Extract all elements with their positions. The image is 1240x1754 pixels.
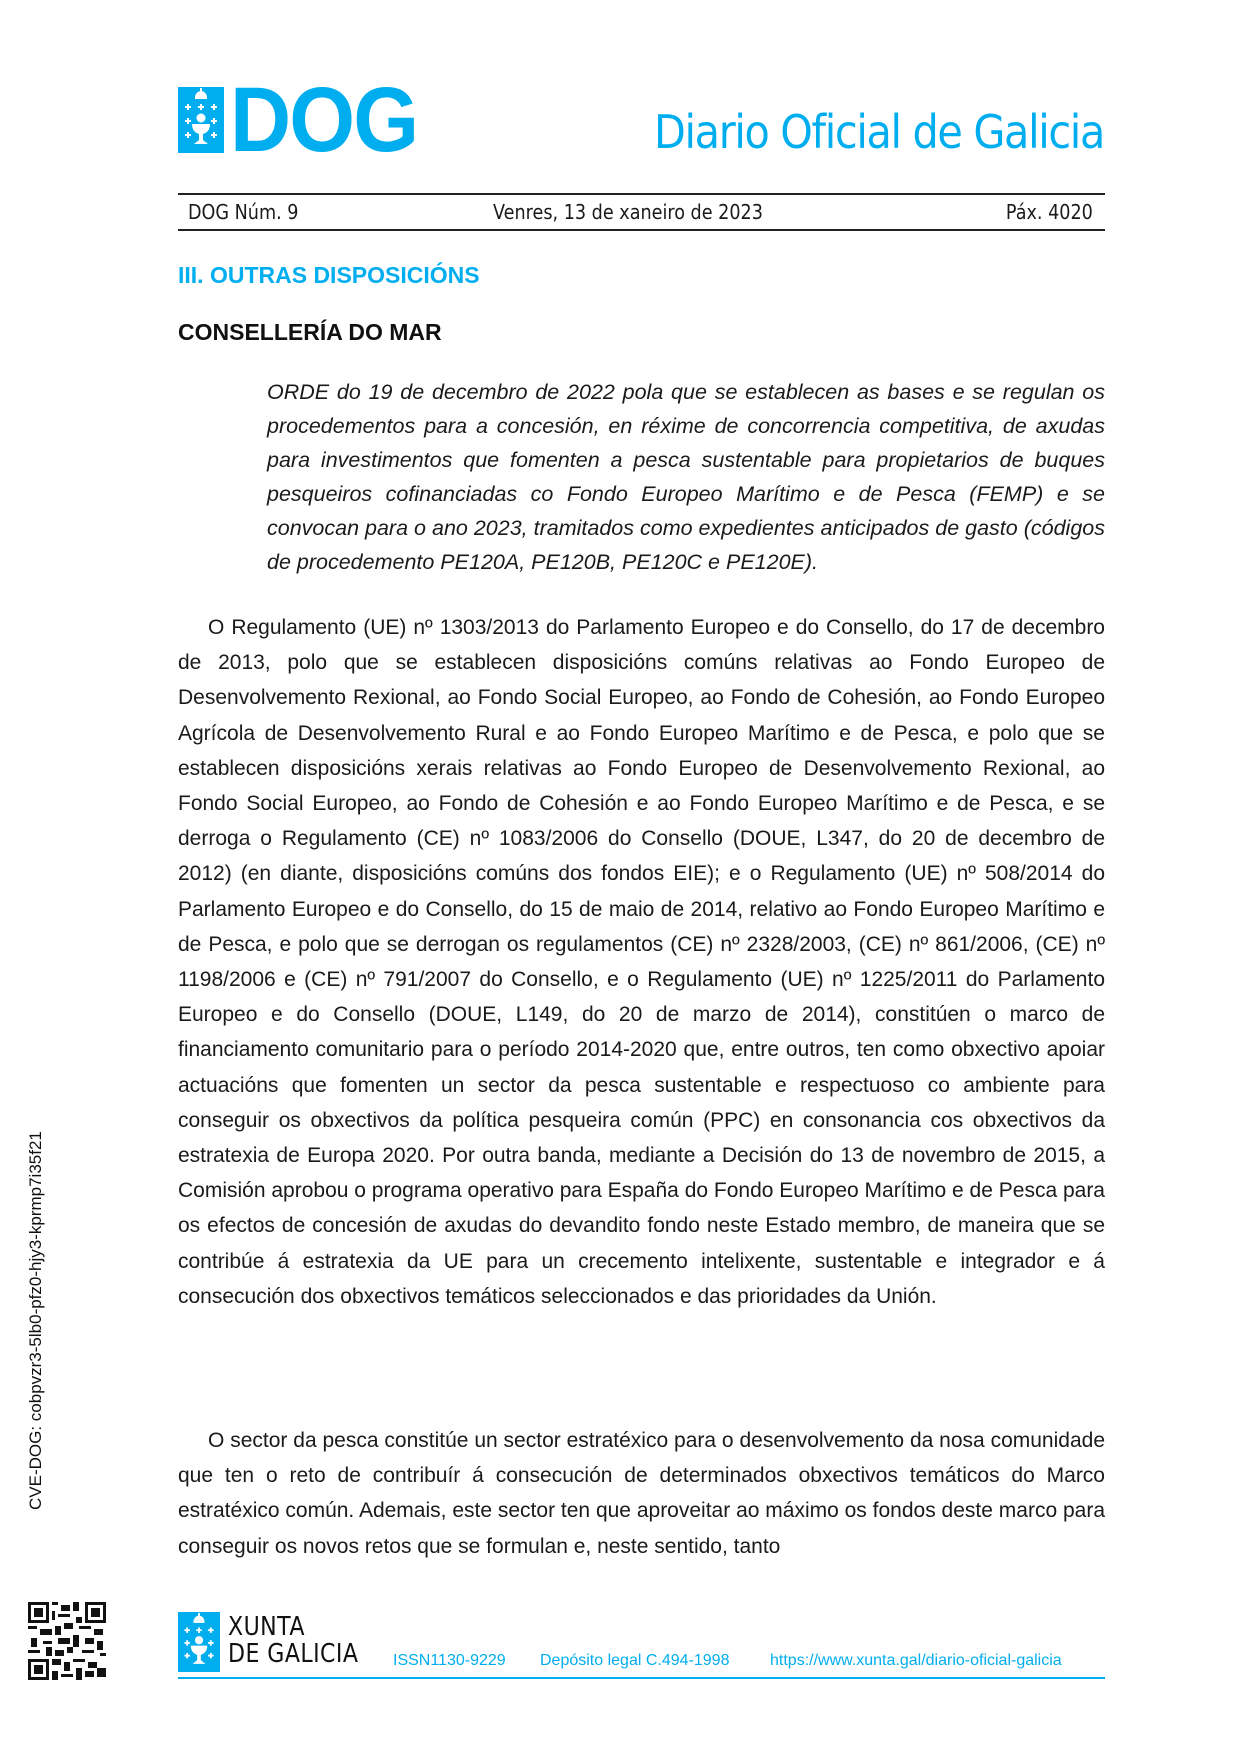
galicia-coat-of-arms-icon [178,87,224,153]
issue-date: Venres, 13 de xaneiro de 2023 [493,200,763,224]
xunta-de-galicia-logo [228,1614,358,1668]
body-paragraph [178,610,1105,1314]
header-rule-bottom [178,229,1105,231]
paragraph-text: O Regulamento (UE) nº 1303/2013 do Parlamento Europeo e do Consello, do 17 de decembro de 2013, polo que se establecen disposicións comúns relativas ao Fondo Europeo de Desenvolvemento Rexional, ao Fondo Social Europeo, ao Fondo de Cohesión, ao Fondo Europeo Agrícola de Desenvolvemento Rural e ao Fondo Europeo Marítimo e de Pesca, e polo que se establecen disposicións xerais relativas ao Fondo Europeo de Desenvolvemento Rexional, ao Fondo Social Europeo, ao Fondo de Cohesión e ao Fondo Europeo Marítimo e de Pesca, e se derroga o Regulamento (CE) nº 1083/2006 do Consello (DOUE, L347, do 20 de decembro de 2012) (en diante, disposicións comúns dos fondos EIE); e o Regulamento (UE) nº 508/2014 do Parlamento Europeo e do Consello, do 15 de maio de 2014, relativo ao Fondo Europeo Marítimo e de Pesca, e polo que se derrogan os regulamentos (CE) nº 2328/2003, (CE) nº 861/2006, (CE) nº 1198/2006 e (CE) nº 791/2007 do Consello, e o Regulamento (UE) nº 1225/2011 do Parlamento Europeo e do Consello (DOUE, L149, do 20 de marzo de 2014), constitúen o marco de financiamento comunitario para o período 2014-2020 que, entre outros, ten como obxectivo apoiar actuacións que fomenten un sector da pesca sustentable e respectuoso co ambiente para conseguir os obxectivos da política pesqueira común (PPC) en consonancia cos obxectivos da estratexia de Europa 2020. Por outra banda, mediante a Decisión do 13 de novembro de 2015, a Comisión aprobou o programa operativo para España do Fondo Europeo Marítimo e de Pesca para os efectos de concesión de axudas do devandito fondo neste Estado membro, de maneira que se contribúe á estratexia da UE para un crecemento intelixente, sustentable e integrador e á consecución dos obxectivos temáticos seleccionados e das prioridades da Unión. [178,616,1105,1308]
xunta-coat-of-arms-icon [178,1612,220,1672]
issue-header [178,197,1105,227]
brand-line-1: XUNTA [228,1612,305,1642]
order-summary: ORDE do 19 de decembro de 2022 pola que se establecen as bases e se regulan os procedementos para a concesión, en réxime de concorrencia competitiva, de axudas para investimentos que fomenten a pesca sustentable para propietarios de buques pesqueiros cofinanciadas co Fondo Europeo Marítimo e de Pesca (FEMP) e se convocan para o ano 2023, tramitados como expedientes anticipados de gasto (códigos de procedemento PE120A, PE120B, PE120C e PE120E). [267,380,1105,574]
masthead-title: Diario Oficial de Galicia [654,105,1104,159]
brand-line-2: DE GALICIA [228,1639,359,1669]
qr-code-icon[interactable] [28,1602,106,1680]
section-title: III. OUTRAS DISPOSICIÓNS [178,262,480,288]
page-number: Páx. 4020 [1005,200,1093,224]
dog-logo: DOG [230,69,418,171]
body-paragraph [178,1423,1105,1564]
deposito-legal: Depósito legal C.494-1998 [540,1652,730,1669]
paragraph-text: O sector da pesca constitúe un sector estratéxico para o desenvolvemento da nosa comunidade que ten o reto de contribuír á consecución de determinados obxectivos temáticos do Marco estratéxico común. Ademais, este sector ten que aproveitar ao máximo os fondos deste marco para conseguir os novos retos que se formulan e, neste sentido, tanto [178,1429,1105,1558]
header-rule-top [178,193,1105,195]
issue-number: DOG Núm. 9 [188,200,299,224]
cve-code: CVE-DOG: cobpvzr3-5lb0-pfz0-hjy3-kprmp7i35f21 [26,1131,45,1510]
department-title: CONSELLERÍA DO MAR [178,319,442,345]
footer-rule [178,1677,1105,1679]
issn: ISSN1130-9229 [393,1652,506,1669]
footer-url-link[interactable]: https://www.xunta.gal/diario-oficial-galicia [770,1652,1062,1669]
